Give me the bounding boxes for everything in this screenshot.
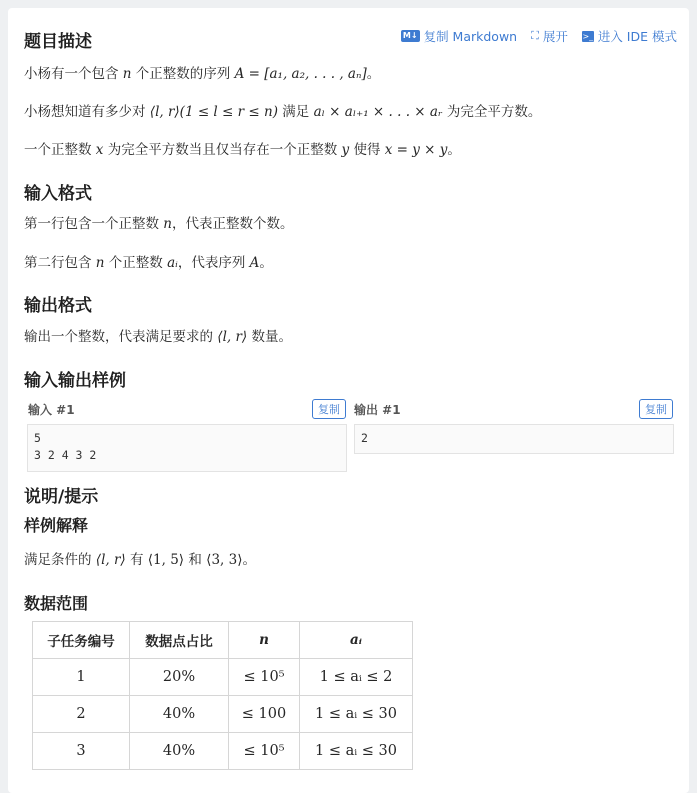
text: 个正整数 — [104, 255, 168, 271]
output-line-1 — [24, 327, 292, 347]
description-paragraph-1 — [24, 64, 380, 84]
description-paragraph-2 — [24, 102, 541, 122]
table-row — [33, 696, 413, 733]
text: 有 — [125, 552, 148, 568]
text: 为完全平方数。 — [442, 104, 542, 120]
text: 。 — [366, 66, 381, 82]
text: 。 — [259, 255, 273, 271]
text: 第二行包含 — [24, 255, 96, 271]
output-format-title: 输出格式 — [24, 296, 92, 316]
table-row — [33, 733, 413, 770]
header-ratio: 数据点占比 — [130, 622, 229, 659]
terminal-icon: >_ — [582, 31, 594, 41]
copy-output-button[interactable]: 复制 — [639, 399, 673, 419]
text: 。 — [447, 142, 461, 158]
text: 满足 — [277, 104, 314, 120]
text: 。 — [242, 552, 256, 568]
data-range-title: 数据范围 — [24, 594, 89, 613]
math-pair-condition: ⟨l, r⟩(1 ≤ l ≤ r ≤ n) — [149, 104, 278, 120]
text: 一个正整数 — [24, 142, 96, 158]
cell-n: ≤ 10⁵ — [229, 659, 300, 696]
math-pair-3-3: ⟨3, 3⟩ — [206, 552, 243, 568]
cell-n: ≤ 10⁵ — [229, 733, 300, 770]
header-ai: aᵢ — [300, 622, 413, 659]
explanation-line — [24, 550, 256, 570]
problem-description-title: 题目描述 — [24, 32, 92, 52]
table-header-row — [33, 622, 413, 659]
expand-icon: ⛶ — [531, 29, 539, 42]
input-line-1 — [24, 214, 294, 234]
toolbar — [401, 27, 677, 45]
header-subtask: 子任务编号 — [33, 622, 130, 659]
ide-mode-button[interactable] — [582, 27, 677, 45]
copy-input-button[interactable]: 复制 — [312, 399, 346, 419]
cell-ai: 1 ≤ aᵢ ≤ 30 — [300, 733, 413, 770]
cell-subtask: 3 — [33, 733, 130, 770]
text: 数量。 — [247, 329, 292, 345]
header-n: n — [229, 622, 300, 659]
math-pair: ⟨l, r⟩ — [217, 329, 248, 345]
math-pair-1-5: ⟨1, 5⟩ — [147, 552, 185, 568]
math-pair: ⟨l, r⟩ — [95, 552, 126, 568]
ide-mode-label: 进入 IDE 模式 — [597, 29, 677, 44]
sample-input-box[interactable]: 5 3 2 4 3 2 — [27, 424, 347, 472]
math-square: x = y × y — [384, 142, 448, 158]
text: 满足条件的 — [24, 552, 96, 568]
description-paragraph-3 — [24, 140, 461, 160]
cell-ratio: 20% — [130, 659, 229, 696]
cell-ratio: 40% — [130, 733, 229, 770]
text: 个正整数的序列 — [131, 66, 235, 82]
expand-button[interactable] — [531, 27, 568, 45]
cell-ratio: 40% — [130, 696, 229, 733]
math-x: x — [95, 142, 104, 158]
text: 和 — [184, 552, 207, 568]
math-sequence: A = [a₁, a₂, . . . , aₙ] — [234, 66, 367, 82]
samples-title: 输入输出样例 — [24, 371, 126, 391]
cell-subtask: 1 — [33, 659, 130, 696]
text: ，代表正整数个数。 — [172, 216, 294, 232]
text: 小杨有一个包含 — [24, 66, 123, 82]
expand-label: 展开 — [542, 29, 568, 44]
text: ，代表序列 — [177, 255, 250, 271]
cell-ai: 1 ≤ aᵢ ≤ 2 — [300, 659, 413, 696]
text: 输出一个整数，代表满足要求的 — [24, 329, 218, 345]
math-A: A — [249, 255, 260, 271]
math-product: aₗ × aₗ₊₁ × . . . × aᵣ — [313, 104, 443, 120]
cell-subtask: 2 — [33, 696, 130, 733]
input-line-2 — [24, 253, 273, 273]
data-range-table — [32, 621, 413, 770]
sample-explanation-title: 样例解释 — [24, 516, 89, 535]
text: 使得 — [349, 142, 385, 158]
text: 小杨想知道有多少对 — [24, 104, 150, 120]
math-n: n — [163, 216, 172, 232]
table-row — [33, 659, 413, 696]
copy-markdown-button[interactable] — [401, 27, 517, 45]
problem-card — [8, 8, 689, 793]
input-format-title: 输入格式 — [24, 184, 92, 204]
hint-title: 说明/提示 — [24, 487, 99, 507]
cell-n: ≤ 100 — [229, 696, 300, 733]
copy-markdown-label: 复制 Markdown — [423, 29, 518, 44]
sample-output-label: 输出 #1 — [354, 403, 401, 417]
sample-input-label: 输入 #1 — [28, 403, 75, 417]
math-n: n — [122, 66, 132, 82]
sample-output-box[interactable]: 2 — [354, 424, 674, 454]
markdown-icon: M↓ — [402, 31, 418, 40]
text: 为完全平方数当且仅当存在一个正整数 — [103, 142, 342, 158]
math-n: n — [95, 255, 105, 271]
math-y: y — [341, 142, 350, 158]
cell-ai: 1 ≤ aᵢ ≤ 30 — [300, 696, 413, 733]
text: 第一行包含一个正整数 — [24, 216, 164, 232]
math-ai: aᵢ — [167, 255, 178, 271]
